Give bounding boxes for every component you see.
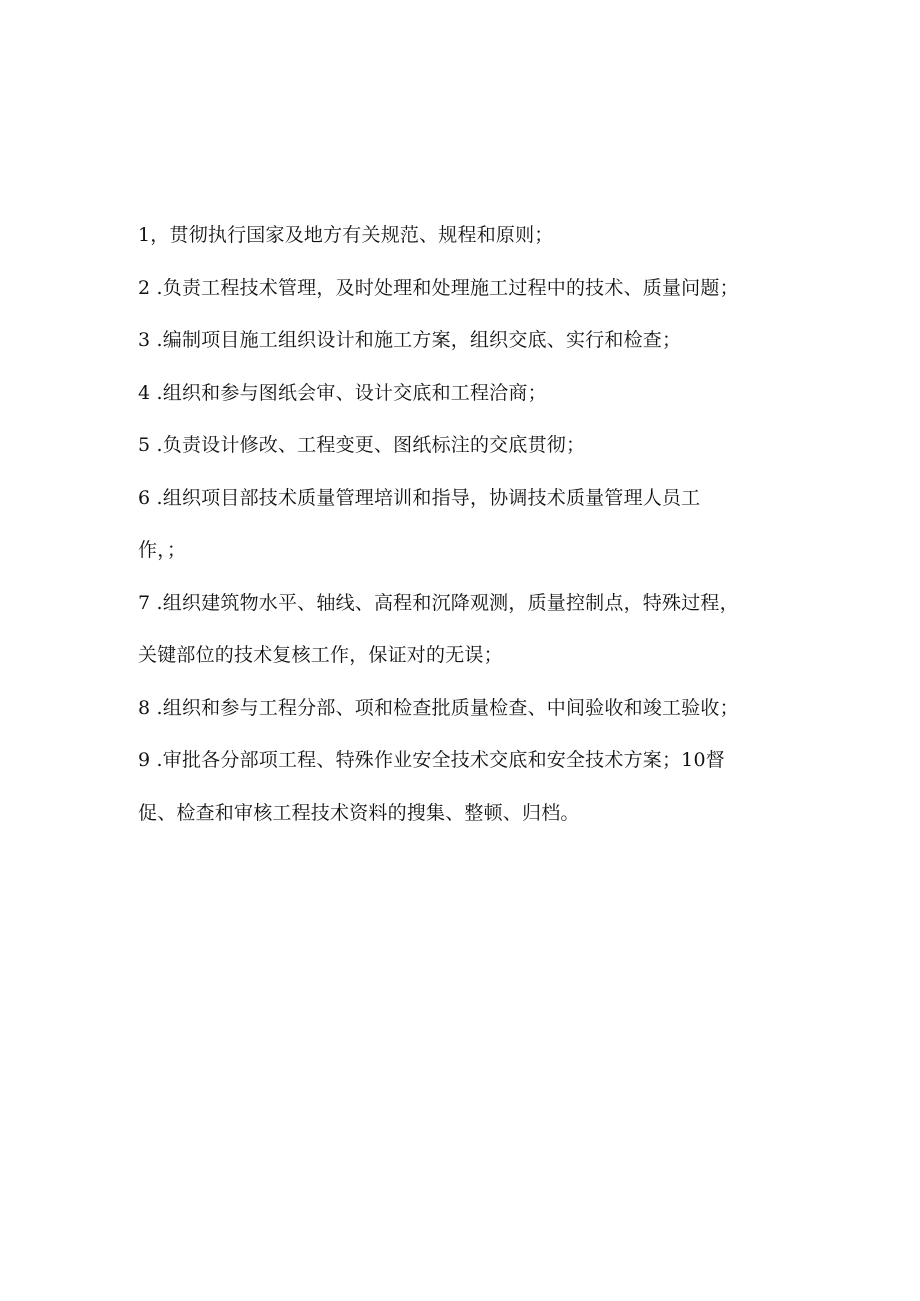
duty-item-9: 9 .审批各分部项工程、特殊作业安全技术交底和安全技术方案；10督 <box>138 749 725 771</box>
document-body <box>138 218 788 848</box>
duty-item-7-continued: 关键部位的技术复核工作，保证对的无误； <box>138 644 503 666</box>
duty-item-10-continued: 促、检查和审核工程技术资料的搜集、整顿、归档。 <box>138 801 580 824</box>
duty-item-5: 5 .负责设计修改、工程变更、图纸标注的交底贯彻； <box>138 434 586 456</box>
duty-item-8: 8 .组织和参与工程分部、项和检查批质量检查、中间验收和竣工验收； <box>138 696 739 719</box>
duty-item-4: 4 .组织和参与图纸会审、设计交底和工程洽商； <box>138 381 547 404</box>
duty-item-6: 6 .组织项目部技术质量管理培训和指导，协调技术质量管理人员工 <box>138 486 701 509</box>
duty-item-1: 1，贯彻执行国家及地方有关规范、规程和原则； <box>138 224 554 246</box>
duty-item-3: 3 .编制项目施工组织设计和施工方案，组织交底、实行和检查； <box>138 329 682 351</box>
duty-item-7: 7 .组织建筑物水平、轴线、高程和沉降观测，质量控制点，特殊过程， <box>138 591 739 614</box>
duty-item-6-continued: 作，； <box>138 539 187 561</box>
duty-item-2: 2 .负责工程技术管理，及时处理和处理施工过程中的技术、质量问题； <box>138 276 739 299</box>
